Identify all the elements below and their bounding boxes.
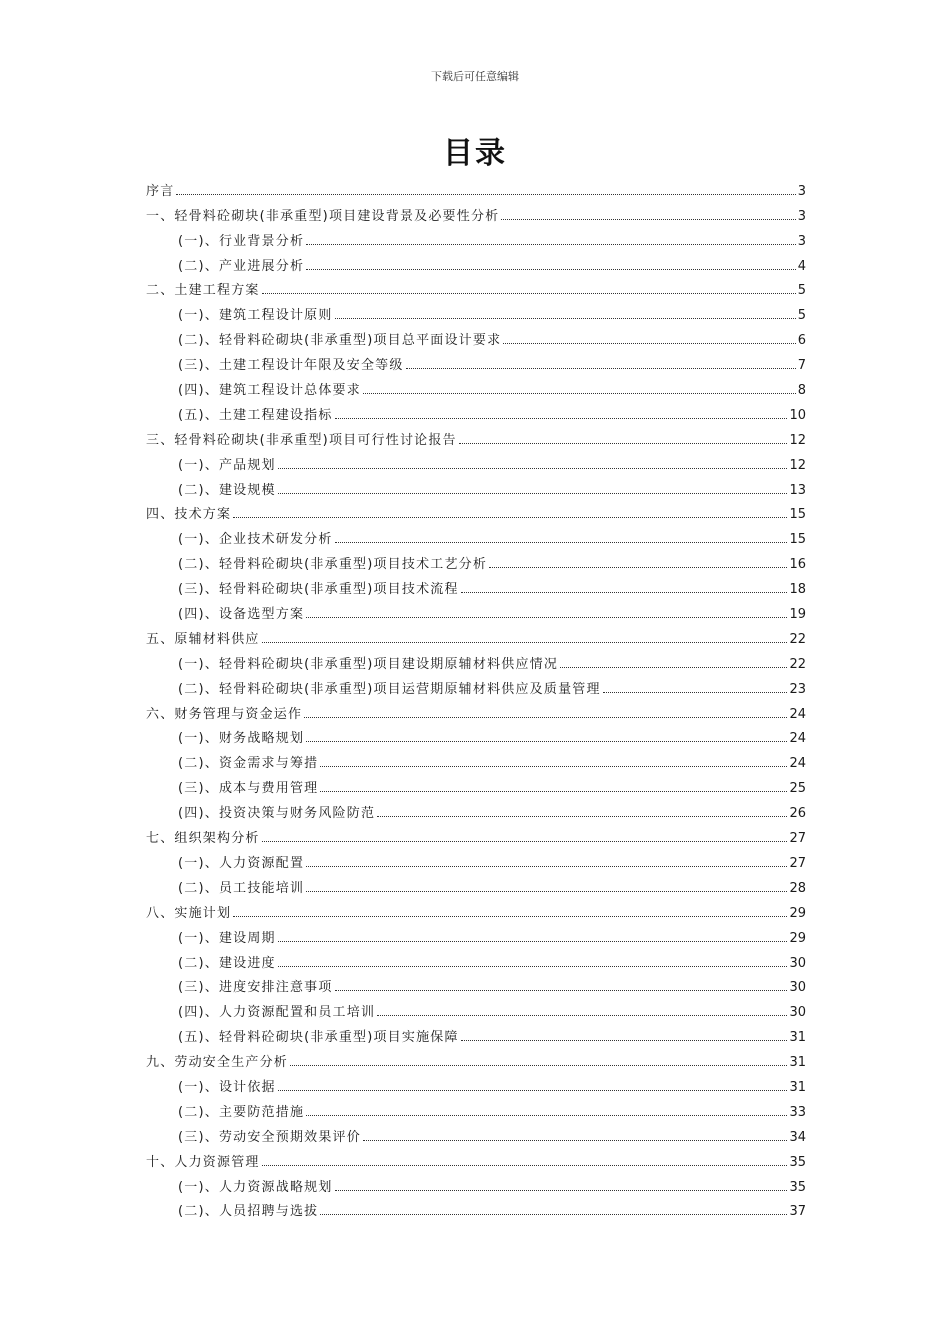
toc-dot-leader bbox=[306, 891, 787, 892]
toc-entry-label: (二)、轻骨料砼砌块(非承重型)项目运营期原辅材料供应及质量管理 bbox=[178, 681, 601, 697]
toc-dot-leader bbox=[363, 1140, 788, 1141]
toc-entry-label: (二)、建设进度 bbox=[178, 955, 276, 971]
toc-subsection-entry[interactable] bbox=[146, 796, 806, 821]
toc-entry-label: (一)、产品规划 bbox=[178, 457, 276, 473]
toc-page-number: 23 bbox=[789, 681, 806, 697]
toc-entry-label: (一)、人力资源配置 bbox=[178, 855, 305, 871]
toc-subsection-entry[interactable] bbox=[146, 921, 806, 946]
toc-dot-leader bbox=[335, 542, 788, 543]
toc-dot-leader bbox=[461, 592, 788, 593]
toc-dot-leader bbox=[459, 443, 788, 444]
toc-section-entry[interactable] bbox=[146, 697, 806, 722]
toc-page-number: 24 bbox=[789, 756, 806, 772]
toc-subsection-entry[interactable] bbox=[146, 971, 806, 996]
toc-entry-label: 二、土建工程方案 bbox=[146, 283, 260, 299]
toc-subsection-entry[interactable] bbox=[146, 249, 806, 274]
toc-page-number: 33 bbox=[789, 1104, 806, 1120]
toc-page-number: 3 bbox=[797, 233, 806, 249]
toc-section-entry[interactable] bbox=[146, 821, 806, 846]
toc-entry-label: (四)、建筑工程设计总体要求 bbox=[178, 383, 361, 399]
toc-subsection-entry[interactable] bbox=[146, 373, 806, 398]
toc-dot-leader bbox=[363, 393, 796, 394]
toc-dot-leader bbox=[290, 1065, 787, 1066]
toc-dot-leader bbox=[306, 244, 796, 245]
toc-subsection-entry[interactable] bbox=[146, 572, 806, 597]
toc-page-number: 34 bbox=[789, 1129, 806, 1145]
toc-entry-label: 六、财务管理与资金运作 bbox=[146, 706, 303, 722]
toc-page-number: 22 bbox=[789, 631, 806, 647]
toc-dot-leader bbox=[304, 717, 787, 718]
toc-page-number: 6 bbox=[797, 333, 806, 349]
toc-dot-leader bbox=[278, 468, 788, 469]
toc-page-number: 19 bbox=[789, 607, 806, 623]
toc-title: 目录 bbox=[443, 136, 507, 171]
toc-subsection-entry[interactable] bbox=[146, 522, 806, 547]
toc-entry-label: (二)、轻骨料砼砌块(非承重型)项目技术工艺分析 bbox=[178, 557, 488, 573]
toc-page-number: 35 bbox=[789, 1179, 806, 1195]
toc-subsection-entry[interactable] bbox=[146, 1070, 806, 1095]
toc-entry-label: (一)、轻骨料砼砌块(非承重型)项目建设期原辅材料供应情况 bbox=[178, 656, 559, 672]
toc-dot-leader bbox=[278, 1090, 788, 1091]
toc-page-number: 31 bbox=[789, 1030, 806, 1046]
toc-section-entry[interactable] bbox=[146, 274, 806, 299]
toc-page-number: 27 bbox=[789, 855, 806, 871]
toc-entry-label: (三)、成本与费用管理 bbox=[178, 781, 319, 797]
toc-dot-leader bbox=[176, 194, 795, 195]
toc-page-number: 30 bbox=[789, 955, 806, 971]
toc-subsection-entry[interactable] bbox=[146, 323, 806, 348]
toc-page-number: 29 bbox=[789, 905, 806, 921]
toc-dot-leader bbox=[306, 269, 796, 270]
toc-page-number: 7 bbox=[797, 358, 806, 374]
toc-entry-label: (一)、设计依据 bbox=[178, 1079, 276, 1095]
toc-subsection-entry[interactable] bbox=[146, 771, 806, 796]
toc-page-number: 3 bbox=[797, 208, 806, 224]
toc-subsection-entry[interactable] bbox=[146, 448, 806, 473]
toc-dot-leader bbox=[503, 343, 795, 344]
toc-page-number: 18 bbox=[789, 582, 806, 598]
toc-page-number: 27 bbox=[789, 831, 806, 847]
toc-entry-label: 八、实施计划 bbox=[146, 905, 232, 921]
toc-subsection-entry[interactable] bbox=[146, 995, 806, 1020]
toc-dot-leader bbox=[233, 916, 787, 917]
toc-entry-label: (四)、设备选型方案 bbox=[178, 607, 305, 623]
toc-page-number: 35 bbox=[789, 1154, 806, 1170]
toc-dot-leader bbox=[278, 493, 788, 494]
toc-entry-label: (三)、进度安排注意事项 bbox=[178, 980, 333, 996]
toc-page-number: 22 bbox=[789, 656, 806, 672]
toc-entry-label: (一)、建筑工程设计原则 bbox=[178, 308, 333, 324]
toc-dot-leader bbox=[306, 1115, 787, 1116]
toc-page-number: 5 bbox=[797, 308, 806, 324]
toc-dot-leader bbox=[262, 841, 788, 842]
toc-section-entry[interactable] bbox=[146, 896, 806, 921]
toc-entry-label: (四)、人力资源配置和员工培训 bbox=[178, 1005, 376, 1021]
toc-dot-leader bbox=[335, 990, 788, 991]
toc-page-number: 16 bbox=[789, 557, 806, 573]
toc-dot-leader bbox=[262, 642, 788, 643]
toc-dot-leader bbox=[306, 741, 787, 742]
toc-entry-label: (一)、企业技术研发分析 bbox=[178, 532, 333, 548]
toc-entry-label: (二)、轻骨料砼砌块(非承重型)项目总平面设计要求 bbox=[178, 333, 502, 349]
toc-dot-leader bbox=[335, 1190, 788, 1191]
toc-subsection-entry[interactable] bbox=[146, 224, 806, 249]
toc-subsection-entry[interactable] bbox=[146, 1120, 806, 1145]
header-note: 下载后可任意编辑 bbox=[431, 70, 519, 83]
toc-subsection-entry[interactable] bbox=[146, 722, 806, 747]
toc-page-number: 10 bbox=[789, 407, 806, 423]
toc-entry-label: 十、人力资源管理 bbox=[146, 1154, 260, 1170]
toc-page-number: 37 bbox=[789, 1204, 806, 1220]
toc-page-number: 4 bbox=[797, 258, 806, 274]
toc-section-entry[interactable] bbox=[146, 199, 806, 224]
toc-dot-leader bbox=[262, 293, 796, 294]
toc-subsection-entry[interactable] bbox=[146, 647, 806, 672]
toc-page-number: 31 bbox=[789, 1079, 806, 1095]
toc-page-number: 15 bbox=[789, 532, 806, 548]
toc-subsection-entry[interactable] bbox=[146, 398, 806, 423]
toc-entry-label: (二)、资金需求与筹措 bbox=[178, 756, 319, 772]
toc-entry-label: (二)、人员招聘与选拔 bbox=[178, 1204, 319, 1220]
toc-entry-label: (二)、员工技能培训 bbox=[178, 880, 305, 896]
toc-entry-label: (四)、投资决策与财务风险防范 bbox=[178, 806, 376, 822]
toc-dot-leader bbox=[335, 418, 788, 419]
toc-entry-label: (三)、轻骨料砼砌块(非承重型)项目技术流程 bbox=[178, 582, 459, 598]
toc-section-entry[interactable] bbox=[146, 498, 806, 523]
toc-dot-leader bbox=[335, 318, 796, 319]
toc-entry-label: (五)、土建工程建设指标 bbox=[178, 407, 333, 423]
toc-entry-label: 四、技术方案 bbox=[146, 507, 232, 523]
toc-dot-leader bbox=[560, 667, 787, 668]
toc-entry-label: (一)、财务战略规划 bbox=[178, 731, 305, 747]
toc-page-number: 15 bbox=[789, 507, 806, 523]
toc-dot-leader bbox=[377, 816, 787, 817]
toc-dot-leader bbox=[320, 1214, 787, 1215]
table-of-contents bbox=[146, 174, 806, 1219]
toc-subsection-entry[interactable] bbox=[146, 946, 806, 971]
toc-dot-leader bbox=[278, 941, 788, 942]
toc-dot-leader bbox=[306, 866, 787, 867]
toc-subsection-entry[interactable] bbox=[146, 298, 806, 323]
toc-section-entry[interactable] bbox=[146, 622, 806, 647]
toc-dot-leader bbox=[262, 1165, 788, 1166]
toc-subsection-entry[interactable] bbox=[146, 1170, 806, 1195]
toc-page-number: 12 bbox=[789, 457, 806, 473]
toc-dot-leader bbox=[377, 1015, 787, 1016]
toc-page-number: 28 bbox=[789, 880, 806, 896]
toc-dot-leader bbox=[501, 219, 795, 220]
toc-section-entry[interactable] bbox=[146, 1045, 806, 1070]
toc-entry-label: (一)、行业背景分析 bbox=[178, 233, 305, 249]
toc-page-number: 25 bbox=[789, 781, 806, 797]
toc-page-number: 26 bbox=[789, 806, 806, 822]
toc-section-entry[interactable] bbox=[146, 423, 806, 448]
toc-page-number: 8 bbox=[797, 383, 806, 399]
toc-section-entry[interactable] bbox=[146, 174, 806, 199]
toc-dot-leader bbox=[306, 617, 787, 618]
toc-entry-label: (二)、主要防范措施 bbox=[178, 1104, 305, 1120]
toc-dot-leader bbox=[603, 692, 788, 693]
toc-entry-label: (五)、轻骨料砼砌块(非承重型)项目实施保障 bbox=[178, 1030, 459, 1046]
toc-section-entry[interactable] bbox=[146, 1145, 806, 1170]
toc-subsection-entry[interactable] bbox=[146, 597, 806, 622]
toc-entry-label: (二)、产业进展分析 bbox=[178, 258, 305, 274]
toc-dot-leader bbox=[233, 517, 787, 518]
toc-page-number: 30 bbox=[789, 980, 806, 996]
toc-subsection-entry[interactable] bbox=[146, 547, 806, 572]
toc-page-number: 24 bbox=[789, 706, 806, 722]
toc-subsection-entry[interactable] bbox=[146, 871, 806, 896]
toc-dot-leader bbox=[461, 1040, 788, 1041]
toc-entry-label: (三)、土建工程设计年限及安全等级 bbox=[178, 358, 404, 374]
toc-page-number: 5 bbox=[797, 283, 806, 299]
toc-entry-label: (三)、劳动安全预期效果评价 bbox=[178, 1129, 361, 1145]
toc-entry-label: 一、轻骨料砼砌块(非承重型)项目建设背景及必要性分析 bbox=[146, 208, 500, 224]
toc-dot-leader bbox=[278, 966, 788, 967]
toc-entry-label: 五、原辅材料供应 bbox=[146, 631, 260, 647]
toc-subsection-entry[interactable] bbox=[146, 846, 806, 871]
toc-dot-leader bbox=[489, 567, 787, 568]
toc-subsection-entry[interactable] bbox=[146, 473, 806, 498]
toc-entry-label: 七、组织架构分析 bbox=[146, 831, 260, 847]
toc-entry-label: (一)、建设周期 bbox=[178, 930, 276, 946]
toc-entry-label: (二)、建设规模 bbox=[178, 482, 276, 498]
toc-entry-label: (一)、人力资源战略规划 bbox=[178, 1179, 333, 1195]
toc-page-number: 12 bbox=[789, 432, 806, 448]
toc-page-number: 29 bbox=[789, 930, 806, 946]
toc-page-number: 3 bbox=[797, 183, 806, 199]
toc-dot-leader bbox=[406, 368, 796, 369]
toc-entry-label: 序言 bbox=[146, 183, 175, 199]
toc-page-number: 30 bbox=[789, 1005, 806, 1021]
toc-subsection-entry[interactable] bbox=[146, 348, 806, 373]
toc-subsection-entry[interactable] bbox=[146, 1195, 806, 1220]
toc-subsection-entry[interactable] bbox=[146, 1020, 806, 1045]
toc-dot-leader bbox=[320, 766, 787, 767]
toc-subsection-entry[interactable] bbox=[146, 1095, 806, 1120]
toc-entry-label: 九、劳动安全生产分析 bbox=[146, 1055, 289, 1071]
toc-page-number: 13 bbox=[789, 482, 806, 498]
toc-entry-label: 三、轻骨料砼砌块(非承重型)项目可行性讨论报告 bbox=[146, 432, 457, 448]
toc-subsection-entry[interactable] bbox=[146, 672, 806, 697]
toc-page-number: 31 bbox=[789, 1055, 806, 1071]
toc-page-number: 24 bbox=[789, 731, 806, 747]
toc-dot-leader bbox=[320, 791, 787, 792]
toc-subsection-entry[interactable] bbox=[146, 746, 806, 771]
